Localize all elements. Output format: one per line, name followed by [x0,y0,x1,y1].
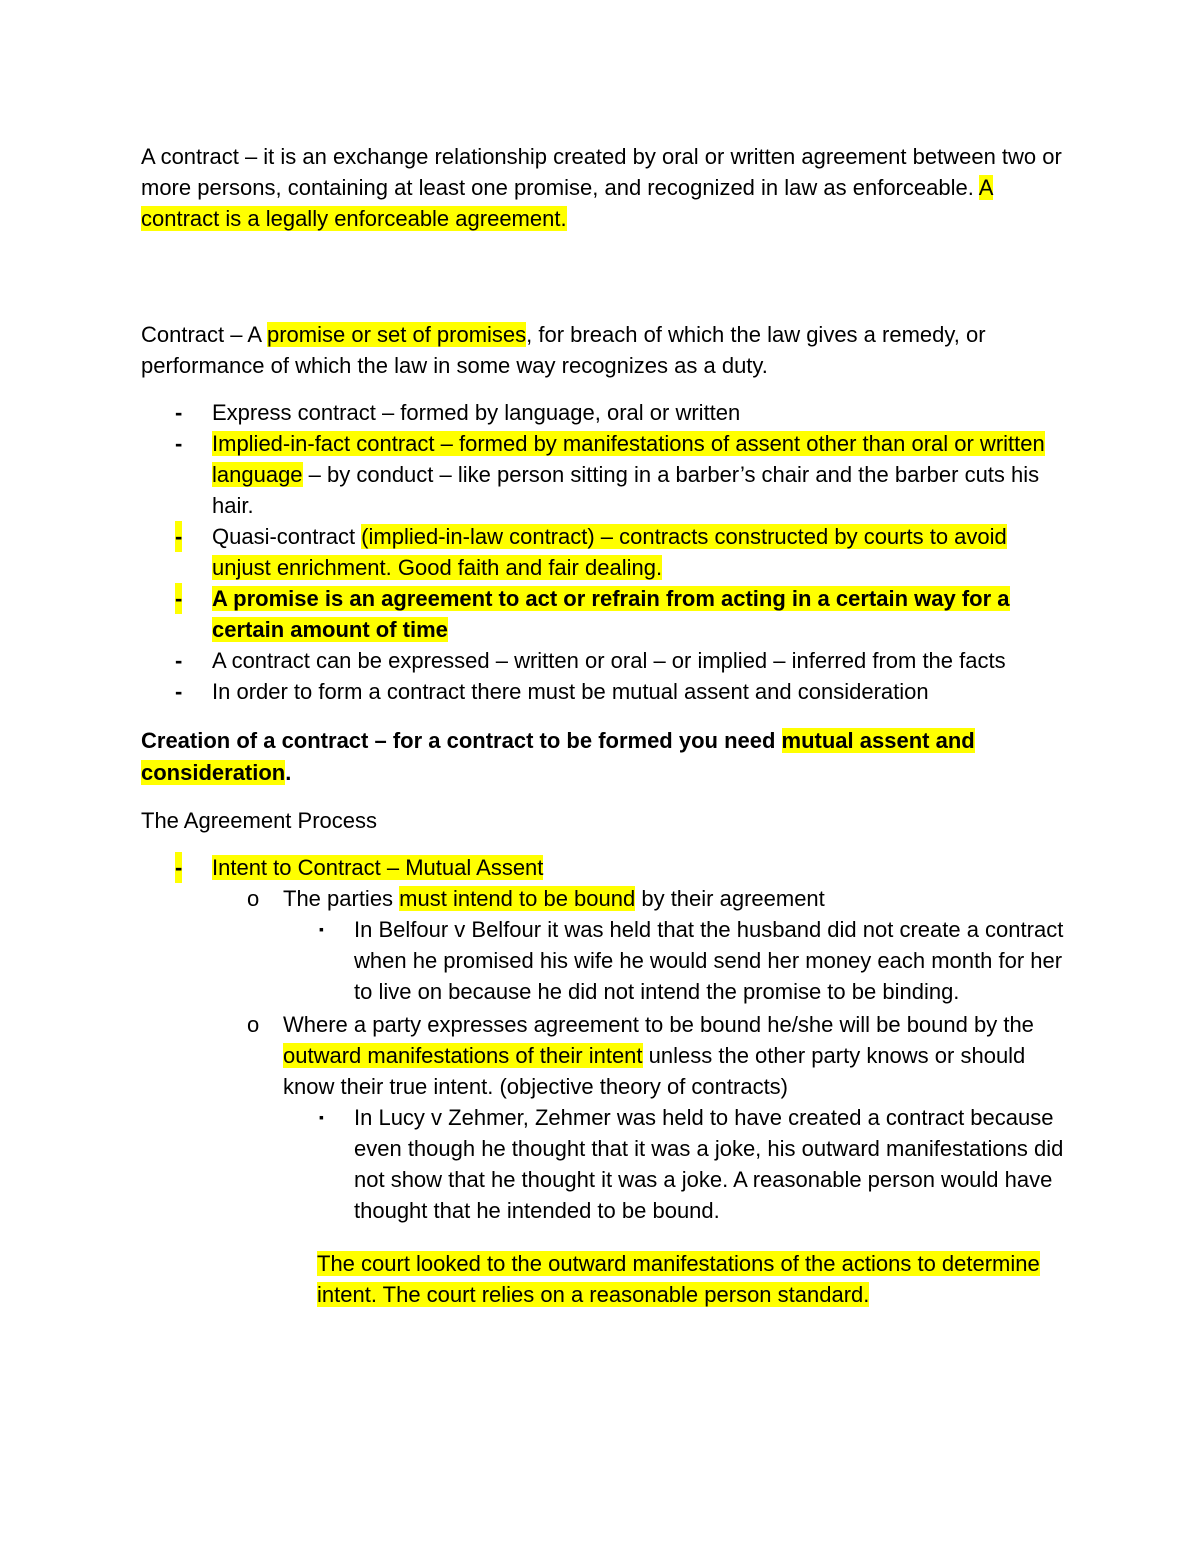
dash-marker: - [175,521,182,552]
dash-marker: - [175,431,183,456]
implied-contract-rest: – by conduct – like person sitting in a barber’s chair and the barber cuts his hair. [212,462,1040,518]
list-item [141,676,1071,707]
formation-requirement-text: In order to form a contract there must be mutual assent and consideration [212,679,929,704]
document-page [141,141,1071,1310]
dash-marker: - [175,648,183,673]
case-item [283,1102,1071,1226]
list-item [141,852,1071,1226]
case-list [283,1102,1071,1226]
quasi-contract-highlight: (implied-in-law contract) – contracts constructed by courts to avoid unjust enrichment. Good faith and fair dealing. [212,524,1007,580]
list-item [141,645,1071,676]
intend-lead: The parties [283,886,400,911]
agreement-list [141,852,1071,1226]
definition-lead: Contract – A [141,322,267,347]
intend-rest: by their agreement [635,886,825,911]
intend-highlight: must intend to be bound [399,886,636,911]
sub-list [212,883,1071,1226]
creation-tail: . [285,760,292,785]
dash-marker: - [175,583,182,614]
agreement-process-title: The Agreement Process [141,808,378,833]
express-contract-text: Express contract – formed by language, oral or written [212,400,741,425]
creation-lead: Creation of a contract – for a contract to be formed you need [141,728,782,753]
sub-list-item [212,1009,1071,1226]
definition-rest: , for breach of which the law gives a remedy, or performance of which the law in some way recognizes as a duty. [141,322,986,378]
intro-highlight: A contract is a legally enforceable agreement. [141,175,994,231]
sub-list-item [212,883,1071,1007]
list-item [141,397,1071,428]
outward-highlight: outward manifestations of their intent [283,1043,643,1068]
definition-paragraph [141,319,1071,381]
belfour-case-text: In Belfour v Belfour it was held that the husband did not create a contract when he promised his wife he would send her money each month for her to live on because he did not intend the promise to be binding. [354,917,1064,1004]
list-item [141,428,1071,521]
list-item [141,583,1071,645]
creation-heading [141,725,1071,789]
square-marker: ▪ [319,1109,324,1125]
circle-marker: o [247,886,260,911]
expressed-or-implied-text: A contract can be expressed – written or oral – or implied – inferred from the facts [212,648,1006,673]
case-list [283,914,1071,1007]
contract-types-list [141,397,1071,707]
outward-lead: Where a party expresses agreement to be bound he/she will be bound by the [283,1012,1034,1037]
intent-to-contract-label: Intent to Contract – Mutual Assent [212,855,544,880]
outward-rest: unless the other party knows or should know their true intent. (objective theory of contracts) [283,1043,1026,1099]
definition-highlight: promise or set of promises [266,322,527,347]
promise-definition: A promise is an agreement to act or refrain from acting in a certain way for a certain amount of time [212,586,1010,642]
square-marker: ▪ [319,921,324,937]
intro-text: A contract – it is an exchange relationship created by oral or written agreement between two or more persons, containing at least one promise, and recognized in law as enforceable. [141,144,1062,200]
dash-marker: - [175,852,182,883]
dash-marker: - [175,400,183,425]
circle-marker: o [247,1012,260,1037]
court-note-highlight: The court looked to the outward manifestations of the actions to determine intent. The court relies on a reasonable person standard. [317,1251,1040,1307]
creation-highlight: mutual assent and consideration [141,728,975,785]
court-note [317,1248,1071,1310]
dash-marker: - [175,679,183,704]
implied-contract-highlight: Implied-in-fact contract – formed by manifestations of assent other than oral or written language [212,431,1045,487]
case-item [283,914,1071,1007]
list-item [141,521,1071,583]
quasi-contract-lead: Quasi-contract [212,524,362,549]
lucy-case-text: In Lucy v Zehmer, Zehmer was held to have created a contract because even though he thought that it was a joke, his outward manifestations did not show that he thought it was a joke. A reasonable person would have thought that he intended to be bound. [354,1105,1064,1223]
intro-paragraph [141,141,1071,234]
